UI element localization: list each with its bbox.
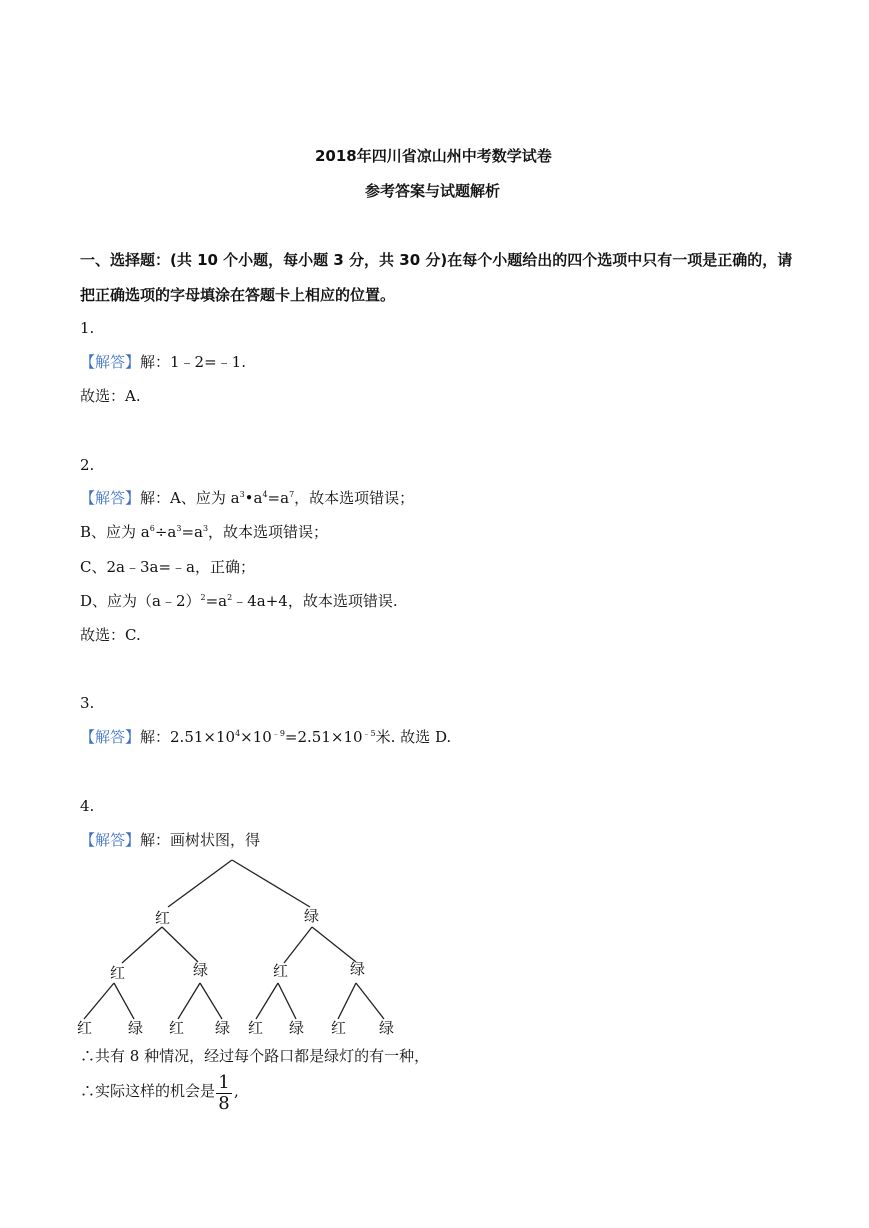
q2-a-post: ，故本选项错误； (294, 489, 415, 507)
q2-a-exp2: 4 (262, 490, 268, 499)
q3-exp3: ﹣5 (362, 729, 376, 738)
q2-a-pre: 解：A、应为 a (140, 489, 240, 507)
answer-tag: 【解答】 (80, 353, 141, 371)
tree-l2-node-1: 红 (110, 964, 126, 982)
fraction-one-eighth (216, 1074, 232, 1113)
tree-l2-node-2: 绿 (193, 961, 209, 979)
tree-l1-node-1: 红 (155, 909, 171, 927)
q2-b-mid1: ÷a (154, 523, 177, 541)
q3-mid: ×10 (240, 728, 272, 746)
answer-tag: 【解答】 (80, 728, 141, 746)
tree-l3-node-8: 绿 (379, 1019, 395, 1037)
tree-l3-node-7: 红 (331, 1019, 347, 1037)
question-4-number: 4. (80, 797, 95, 815)
q2-a-exp1: 3 (239, 490, 245, 499)
question-2-line-d (80, 591, 398, 611)
q3-exp1: 4 (235, 729, 241, 738)
q2-b-exp3: 3 (202, 524, 209, 533)
q2-d-post: ﹣4a+4，故本选项错误. (232, 592, 398, 610)
question-4-conclusion-2-post: , (234, 1082, 239, 1100)
question-4-conclusion-2 (80, 1081, 215, 1101)
question-1-number: 1. (80, 319, 95, 337)
q3-post: 米. 故选 D. (375, 728, 452, 746)
tree-l3-node-4: 绿 (215, 1019, 231, 1037)
q2-a-mid2: =a (267, 489, 290, 507)
fraction-numerator: 1 (218, 1072, 230, 1093)
question-1-choice: 故选：A. (80, 387, 141, 405)
question-2-choice: 故选：C. (80, 626, 141, 644)
tree-l3-node-6: 绿 (289, 1019, 305, 1037)
question-3-number: 3. (80, 694, 95, 712)
q4-intro-text: 解：画树状图，得 (140, 831, 261, 849)
question-2-line-a (80, 488, 414, 508)
tree-l3-node-3: 红 (169, 1019, 185, 1037)
q1-solution-text: 解：1﹣2=﹣1. (140, 353, 246, 371)
section-heading-line1: 一、选择题：(共 10 个小题，每小题 3 分，共 30 分)在每个小题给出的四个选项中只有一项是正确的，请 (80, 251, 793, 269)
q2-a-exp3: 7 (289, 490, 295, 499)
q2-b-exp1: 6 (149, 524, 155, 533)
q3-exp2: ﹣9 (271, 729, 285, 738)
tree-l1-node-2: 绿 (304, 907, 320, 925)
page-subtitle: 参考答案与试题解析 (365, 182, 501, 200)
q4-conclusion2-pre: ∴实际这样的机会是 (80, 1082, 216, 1100)
tree-l3-node-2: 绿 (128, 1019, 144, 1037)
q2-d-exp2: 2 (227, 593, 233, 602)
page-title: 2018年四川省凉山州中考数学试卷 (315, 147, 552, 165)
question-2-line-b (80, 522, 328, 542)
q3-mid2: =2.51×10 (284, 728, 363, 746)
q2-a-mid1: •a (244, 489, 263, 507)
answer-tag: 【解答】 (80, 489, 141, 507)
tree-l2-node-4: 绿 (350, 960, 366, 978)
question-1-solution (80, 352, 246, 372)
q2-d-exp1: 2 (200, 593, 206, 602)
q2-b-mid2: =a (181, 523, 203, 541)
tree-l3-node-1: 红 (77, 1019, 93, 1037)
tree-l2-node-3: 红 (273, 962, 289, 980)
q2-d-pre: D、应为（a﹣2） (80, 592, 201, 610)
answer-tag: 【解答】 (80, 831, 141, 849)
q2-b-pre: B、应为 a (80, 523, 150, 541)
question-3-solution (80, 727, 451, 747)
q2-d-mid: =a (205, 592, 228, 610)
q2-b-post: ，故本选项错误； (208, 523, 329, 541)
tree-l3-node-5: 红 (248, 1019, 264, 1037)
question-4-conclusion-1: ∴共有 8 种情况，经过每个路口都是绿灯的有一种， (80, 1047, 430, 1065)
question-4-intro (80, 830, 260, 850)
section-heading-line2: 把正确选项的字母填涂在答题卡上相应的位置。 (80, 286, 396, 304)
tree-edges (84, 860, 384, 1019)
q3-pre: 解：2.51×10 (140, 728, 236, 746)
q2-b-exp2: 3 (176, 524, 182, 533)
question-2-number: 2. (80, 456, 95, 474)
fraction-denominator: 8 (218, 1093, 230, 1114)
question-2-line-c: C、2a﹣3a=﹣a，正确； (80, 558, 255, 576)
